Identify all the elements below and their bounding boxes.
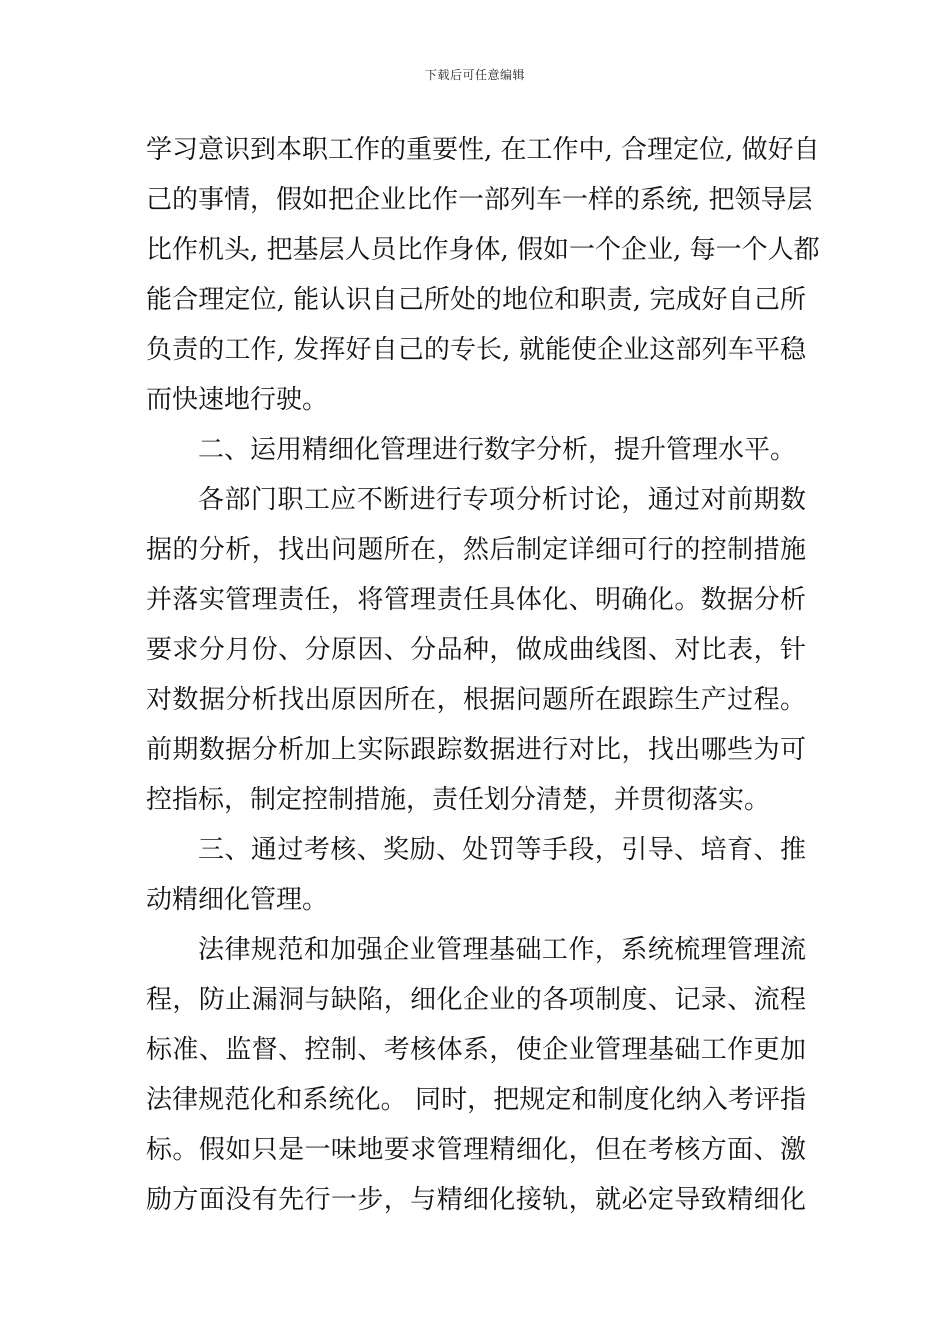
section-heading: 二、运用精细化管理进行数字分析，提升管理水平。 xyxy=(198,435,797,465)
text-line: 对数据分析找出原因所在，根据问题所在跟踪生产过程。 xyxy=(146,685,806,715)
text-line: 学习意识到本职工作的重要性, 在工作中, 合理定位, 做好自 xyxy=(146,135,820,165)
body-text xyxy=(146,125,820,1225)
text-line: 比作机头, 把基层人员比作身体, 假如一个企业, 每一个人都 xyxy=(146,235,820,265)
page-header: 下载后可任意编辑 xyxy=(424,68,525,82)
text-line: 己的事情，假如把企业比作一部列车一样的系统, 把领导层 xyxy=(146,185,813,215)
text-line: 程，防止漏洞与缺陷，细化企业的各项制度、记录、流程 xyxy=(146,985,806,1015)
text-line: 据的分析，找出问题所在，然后制定详细可行的控制措施 xyxy=(146,535,806,565)
text-line: 励方面没有先行一步，与精细化接轨，就必定导致精细化 xyxy=(146,1185,806,1215)
text-line: 前期数据分析加上实际跟踪数据进行对比，找出哪些为可 xyxy=(146,735,806,765)
text-line: 能合理定位, 能认识自己所处的地位和职责, 完成好自己所 xyxy=(146,285,806,315)
text-line: 法律规范化和系统化。 同时，把规定和制度化纳入考评指 xyxy=(146,1085,806,1115)
text-line: 标。假如只是一味地要求管理精细化，但在考核方面、激 xyxy=(146,1135,806,1165)
text-line: 负责的工作, 发挥好自己的专长, 就能使企业这部列车平稳 xyxy=(146,335,806,365)
text-line: 法律规范和加强企业管理基础工作，系统梳理管理流 xyxy=(198,935,806,965)
section-heading-cont: 动精细化管理。 xyxy=(146,885,329,915)
section-heading: 三、通过考核、奖励、处罚等手段，引导、培育、推 xyxy=(198,835,806,865)
text-line: 要求分月份、分原因、分品种，做成曲线图、对比表，针 xyxy=(146,635,806,665)
text-line: 并落实管理责任，将管理责任具体化、明确化。数据分析 xyxy=(146,585,806,615)
text-line: 控指标，制定控制措施，责任划分清楚，并贯彻落实。 xyxy=(146,785,771,815)
text-line: 标准、监督、控制、考核体系，使企业管理基础工作更加 xyxy=(146,1035,806,1065)
text-line: 而快速地行驶。 xyxy=(146,385,329,415)
text-line: 各部门职工应不断进行专项分析讨论，通过对前期数 xyxy=(198,485,806,515)
